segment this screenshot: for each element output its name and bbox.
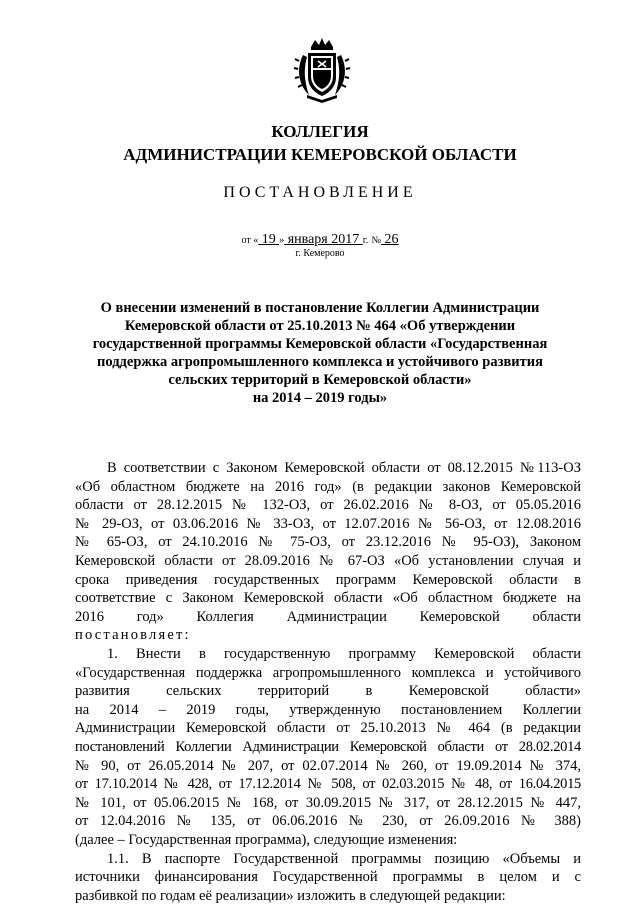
body-line: от 12.04.2016 № 135, от 06.06.2016 № 230, от 26.09.2016 № 388) [75,813,581,830]
body-line: 2016 год» Коллегия Администрации Кемеровской области [75,608,581,625]
subject-line: на 2014 – 2019 годы» [252,390,388,406]
document-type: ПОСТАНОВЛЕНИЕ [223,184,417,201]
document-number: 26 [381,232,399,247]
subject-line: государственной программы Кемеровской области «Государственная [92,336,548,352]
subject-line: поддержка агропромышленного комплекса и устойчивого развития [97,354,543,370]
body-line: «Об областном бюджете на 2016 год» (в редакции законов Кемеровской [75,478,581,495]
body-line: «Государственная поддержка агропромышленного комплекса и устойчивого [75,664,581,681]
city: г. Кемерово [295,248,345,259]
date-number-line [0,231,640,248]
body-line: от 17.10.2014 № 428, от 17.12.2014 № 508, от 02.03.2015 № 48, от 16.04.2015 [75,776,581,793]
number-sign: № [371,235,382,246]
org-name-line1: КОЛЛЕГИЯ [271,122,369,141]
body-line: на 2014 – 2019 годы, утвержденную постановлением Коллегии [75,701,581,718]
body-line: источники финансирования Государственной программы в целом и с [75,869,581,886]
date-year-suffix: г. [362,235,369,246]
body-line: срока приведения государственных программ Кемеровской области в [75,571,581,588]
body-line: 1.1. В паспорте Государственной программы позицию «Объемы и [107,850,581,867]
body-line: Кемеровской области от 28.09.2016 № 67-ОЗ «Об установлении случая и [75,553,581,569]
body-line: развития сельских территорий в Кемеровской области» [75,683,581,700]
date-day: 19 [258,232,280,247]
body-line: № 101, от 05.06.2015 № 168, от 30.09.2015 № 317, от 28.12.2015 № 447, [75,794,581,811]
body-line: Администрации Кемеровской области от 25.10.2013 № 464 (в редакции [75,720,581,737]
subject-line: Кемеровской области от 25.10.2013 № 464 «Об утверждении [124,318,516,334]
date-mid: » [279,235,285,246]
body-line: постановляет: [75,627,191,644]
date-month-year: января 2017 [284,232,363,247]
body-line: В соответствии с Законом Кемеровской области от 08.12.2015 №113-ОЗ [107,460,581,476]
date-prefix: от « [241,235,259,246]
coat-of-arms-icon [293,37,351,103]
org-name-line2: АДМИНИСТРАЦИИ КЕМЕРОВСКОЙ ОБЛАСТИ [123,145,517,164]
subject-line: сельских территорий в Кемеровской области» [168,372,472,388]
body-line: разбивкой по годам её реализации» изложить в следующей редакции: [75,887,506,904]
subject-line: О внесении изменений в постановление Коллегии Администрации [100,300,540,316]
body-line: области от 28.12.2015 № 132-ОЗ, от 26.02.2016 № 8-ОЗ, от 05.05.2016 [75,497,581,514]
body-line: 1. Внести в государственную программу Кемеровской области [107,646,581,662]
body-line: (далее – Государственная программа), следующие изменения: [75,832,458,848]
body-line: постановлений Коллегии Администрации Кемеровской области от 28.02.2014 [75,739,581,755]
body-line: № 29-ОЗ, от 03.06.2016 № 33-ОЗ, от 12.07.2016 № 56-ОЗ, от 12.08.2016 [75,515,581,532]
body-line: соответствие с Законом Кемеровской области «Об областном бюджете на [75,590,581,607]
document-subject [60,299,580,407]
body-line: № 90, от 26.05.2014 № 207, от 02.07.2014 № 260, от 19.09.2014 № 374, [75,757,581,774]
body-line: № 65-ОЗ, от 24.10.2016 № 75-ОЗ, от 23.12.2016 № 95-ОЗ), Законом [75,534,581,551]
